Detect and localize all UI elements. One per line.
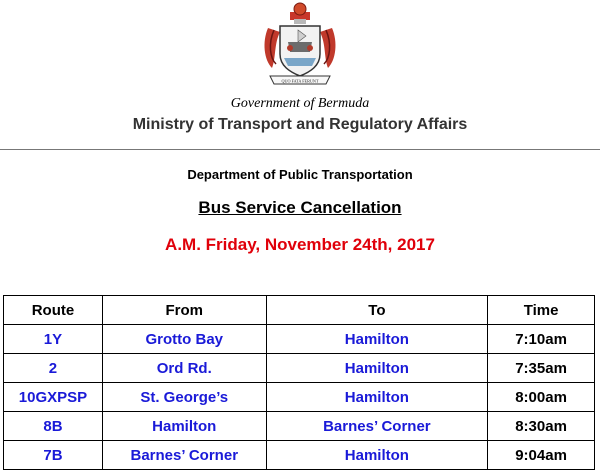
to-cell: Hamilton bbox=[266, 325, 488, 354]
lion-crest bbox=[290, 3, 310, 24]
time-cell: 7:35am bbox=[488, 354, 595, 383]
route-cell: 8B bbox=[4, 412, 103, 441]
from-cell: Grotto Bay bbox=[102, 325, 266, 354]
column-header-to: To bbox=[266, 296, 488, 325]
column-header-from: From bbox=[102, 296, 266, 325]
header-divider bbox=[0, 149, 600, 150]
to-cell: Barnes’ Corner bbox=[266, 412, 488, 441]
table-header-row bbox=[4, 296, 595, 325]
route-cell: 1Y bbox=[4, 325, 103, 354]
notice-title: Bus Service Cancellation bbox=[198, 198, 402, 217]
table-row bbox=[4, 354, 595, 383]
ministry-name: Ministry of Transport and Regulatory Affairs bbox=[132, 116, 468, 133]
table-row bbox=[4, 441, 595, 470]
to-cell: Hamilton bbox=[266, 354, 488, 383]
from-cell: Ord Rd. bbox=[102, 354, 266, 383]
cancellation-table bbox=[3, 295, 595, 470]
from-cell: St. George’s bbox=[102, 383, 266, 412]
time-cell: 8:30am bbox=[488, 412, 595, 441]
svg-text:QUO FATA FERUNT: QUO FATA FERUNT bbox=[281, 78, 319, 84]
from-cell: Barnes’ Corner bbox=[102, 441, 266, 470]
from-cell: Hamilton bbox=[102, 412, 266, 441]
bermuda-coat-of-arms bbox=[260, 2, 340, 86]
to-cell: Hamilton bbox=[266, 441, 488, 470]
time-cell: 9:04am bbox=[488, 441, 595, 470]
time-cell: 7:10am bbox=[488, 325, 595, 354]
table-row bbox=[4, 383, 595, 412]
route-cell: 10GXPSP bbox=[4, 383, 103, 412]
to-cell: Hamilton bbox=[266, 383, 488, 412]
department-name: Department of Public Transportation bbox=[187, 167, 413, 182]
government-name: Government of Bermuda bbox=[230, 96, 370, 111]
column-header-route: Route bbox=[4, 296, 103, 325]
route-cell: 2 bbox=[4, 354, 103, 383]
table-row bbox=[4, 412, 595, 441]
time-cell: 8:00am bbox=[488, 383, 595, 412]
column-header-time: Time bbox=[488, 296, 595, 325]
notice-date: A.M. Friday, November 24th, 2017 bbox=[165, 235, 435, 254]
table-row bbox=[4, 325, 595, 354]
route-cell: 7B bbox=[4, 441, 103, 470]
